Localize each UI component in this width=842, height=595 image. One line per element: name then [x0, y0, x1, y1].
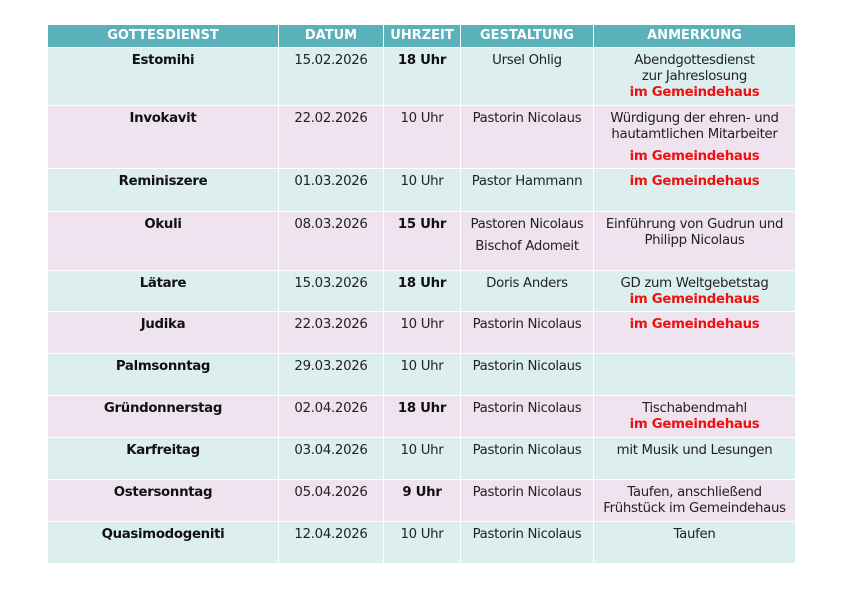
- service-name: Invokavit: [48, 106, 279, 169]
- officiant: Doris Anders: [486, 276, 568, 291]
- service-name: Okuli: [48, 212, 279, 271]
- service-schedule-table: [47, 24, 796, 564]
- service-time: 18 Uhr: [384, 396, 461, 438]
- location-note: im Gemeindehaus: [629, 85, 760, 100]
- table-row: [48, 480, 796, 522]
- service-time: 10 Uhr: [384, 169, 461, 212]
- table-row: [48, 48, 796, 106]
- table-header: [48, 25, 796, 48]
- location-note: im Gemeindehaus: [629, 292, 760, 307]
- service-date: 02.04.2026: [279, 396, 384, 438]
- service-by: [461, 106, 594, 169]
- service-name: Reminiszere: [48, 169, 279, 212]
- service-time: 18 Uhr: [384, 48, 461, 106]
- officiant: Pastor Hammann: [471, 174, 583, 189]
- header-datum: DATUM: [279, 25, 384, 48]
- table-row: [48, 212, 796, 271]
- header-gottesdienst: GOTTESDIENST: [48, 25, 279, 48]
- note-line: GD zum Weltgebetstag: [620, 276, 769, 291]
- service-note: [594, 271, 796, 312]
- location-note: im Gemeindehaus: [629, 417, 760, 432]
- service-name: Karfreitag: [48, 438, 279, 480]
- service-time: 10 Uhr: [384, 354, 461, 396]
- service-by: [461, 354, 594, 396]
- table-row: [48, 522, 796, 564]
- note-line: Einführung von Gudrun und: [605, 217, 784, 232]
- header-anmerkung: ANMERKUNG: [594, 25, 796, 48]
- service-note: [594, 312, 796, 354]
- service-date: 12.04.2026: [279, 522, 384, 564]
- service-time: 18 Uhr: [384, 271, 461, 312]
- note-line: Frühstück im Gemeindehaus: [603, 501, 786, 516]
- service-note: [594, 169, 796, 212]
- note-line: Tischabendmahl: [642, 401, 747, 416]
- location-note: im Gemeindehaus: [629, 149, 760, 164]
- officiant: Pastorin Nicolaus: [472, 401, 582, 416]
- service-note: [594, 522, 796, 564]
- note-line: Würdigung der ehren- und: [610, 111, 779, 126]
- service-name: Ostersonntag: [48, 480, 279, 522]
- service-name: Gründonnerstag: [48, 396, 279, 438]
- service-time: 15 Uhr: [384, 212, 461, 271]
- header-uhrzeit: UHRZEIT: [384, 25, 461, 48]
- service-time: 10 Uhr: [384, 106, 461, 169]
- service-date: 05.04.2026: [279, 480, 384, 522]
- service-by: [461, 438, 594, 480]
- note-line: mit Musik und Lesungen: [616, 443, 773, 458]
- officiant: Pastorin Nicolaus: [472, 359, 582, 374]
- service-by: [461, 169, 594, 212]
- note-line: hautamtlichen Mitarbeiter: [611, 127, 778, 142]
- table-row: [48, 354, 796, 396]
- service-by: [461, 480, 594, 522]
- officiant: Pastorin Nicolaus: [472, 111, 582, 126]
- officiant: Pastorin Nicolaus: [472, 485, 582, 500]
- officiant: Ursel Ohlig: [492, 53, 562, 68]
- table-row: [48, 438, 796, 480]
- service-by: [461, 312, 594, 354]
- service-time: 10 Uhr: [384, 312, 461, 354]
- service-name: Judika: [48, 312, 279, 354]
- note-line: Taufen: [673, 527, 716, 542]
- service-note: [594, 438, 796, 480]
- location-note: im Gemeindehaus: [629, 174, 760, 189]
- officiant: Pastoren Nicolaus: [470, 217, 584, 232]
- service-by: [461, 522, 594, 564]
- service-time: 10 Uhr: [384, 438, 461, 480]
- table-row: [48, 312, 796, 354]
- officiant: Pastorin Nicolaus: [472, 317, 582, 332]
- service-date: 29.03.2026: [279, 354, 384, 396]
- service-time: 9 Uhr: [384, 480, 461, 522]
- officiant: Bischof Adomeit: [475, 239, 579, 254]
- service-name: Quasimodogeniti: [48, 522, 279, 564]
- service-name: Palmsonntag: [48, 354, 279, 396]
- location-note: im Gemeindehaus: [629, 317, 760, 332]
- service-note: [594, 48, 796, 106]
- service-date: 01.03.2026: [279, 169, 384, 212]
- note-line: zur Jahreslosung: [641, 69, 748, 84]
- table-row: [48, 106, 796, 169]
- service-date: 08.03.2026: [279, 212, 384, 271]
- service-note: [594, 212, 796, 271]
- service-date: 15.02.2026: [279, 48, 384, 106]
- service-note: [594, 480, 796, 522]
- service-by: [461, 48, 594, 106]
- service-note: [594, 396, 796, 438]
- officiant: Pastorin Nicolaus: [472, 527, 582, 542]
- note-line: Abendgottesdienst: [634, 53, 755, 68]
- service-by: [461, 212, 594, 271]
- service-date: 22.02.2026: [279, 106, 384, 169]
- service-date: 22.03.2026: [279, 312, 384, 354]
- service-date: 15.03.2026: [279, 271, 384, 312]
- note-line: Taufen, anschließend: [627, 485, 762, 500]
- service-name: Estomihi: [48, 48, 279, 106]
- header-gestaltung: GESTALTUNG: [461, 25, 594, 48]
- service-note: [594, 106, 796, 169]
- officiant: Pastorin Nicolaus: [472, 443, 582, 458]
- service-by: [461, 271, 594, 312]
- service-date: 03.04.2026: [279, 438, 384, 480]
- service-note: [594, 354, 796, 396]
- service-by: [461, 396, 594, 438]
- note-line: Philipp Nicolaus: [644, 233, 745, 248]
- service-name: Lätare: [48, 271, 279, 312]
- table-row: [48, 271, 796, 312]
- table-row: [48, 169, 796, 212]
- table-row: [48, 396, 796, 438]
- service-time: 10 Uhr: [384, 522, 461, 564]
